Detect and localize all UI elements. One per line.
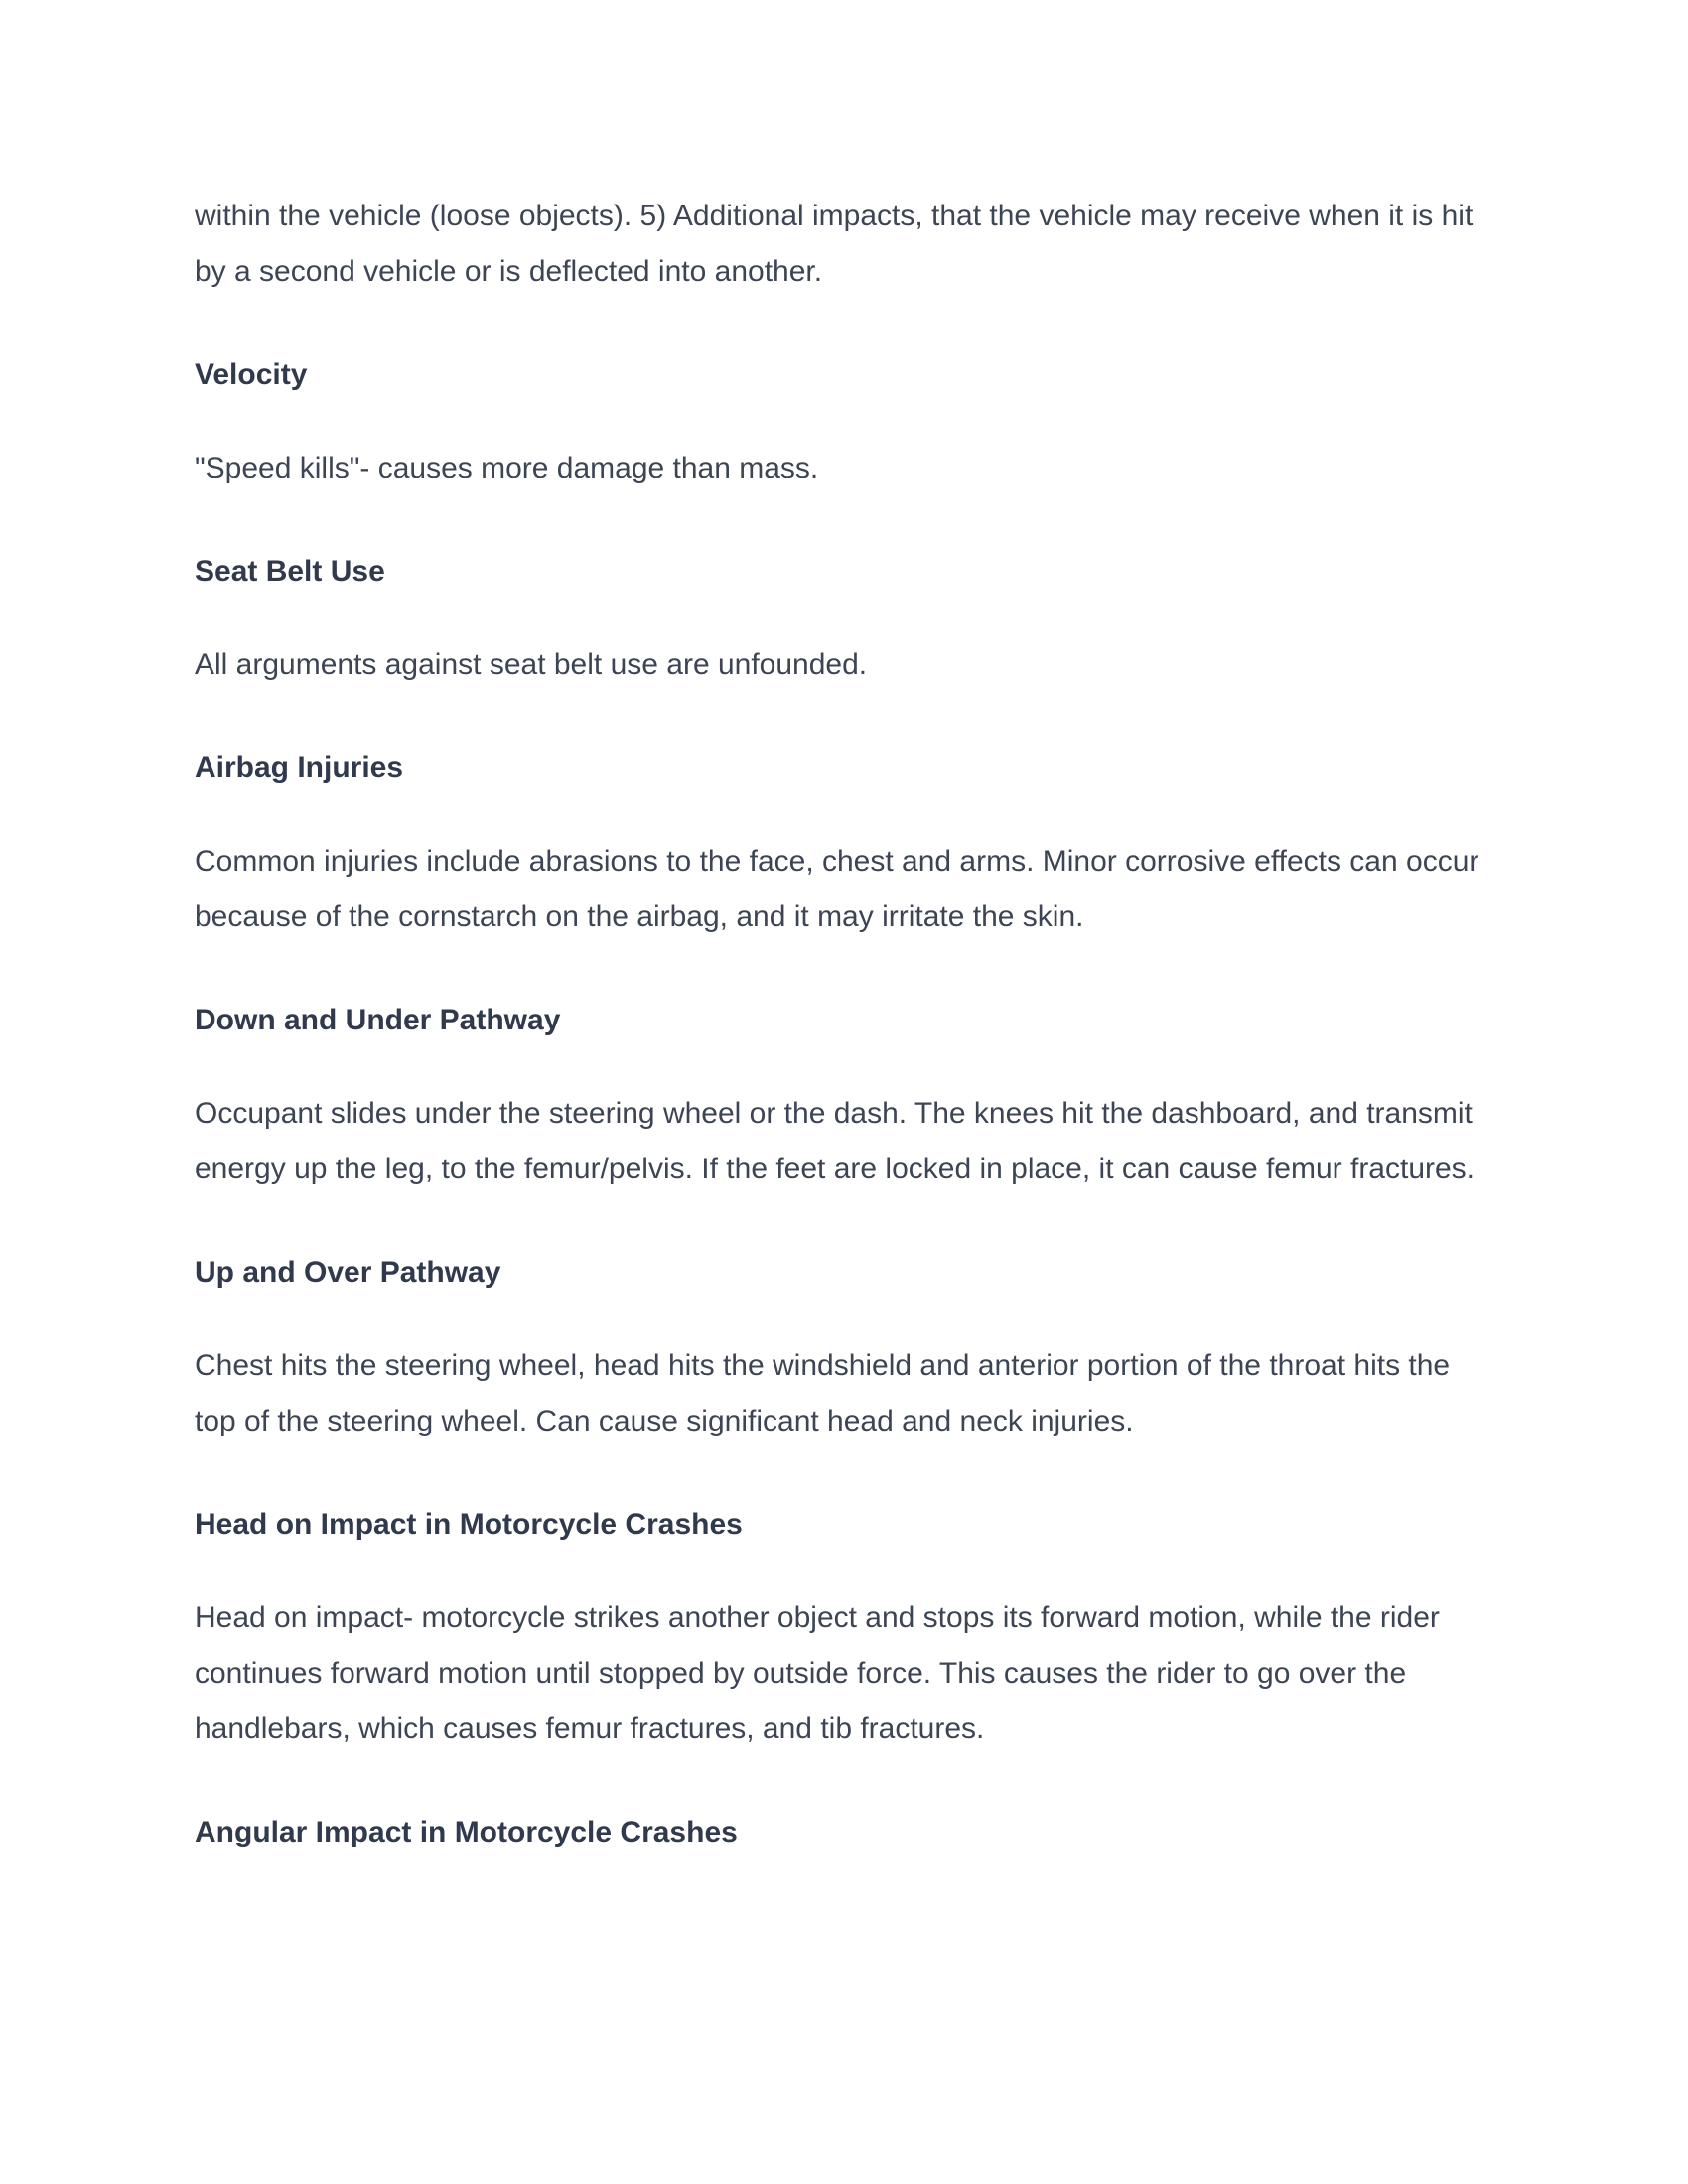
section-heading-seat-belt-use: Seat Belt Use (195, 555, 385, 588)
section-body-up-and-over-pathway: Chest hits the steering wheel, head hits the windshield and anterior portion of the throat hits the top of the steering wheel. Can cause significant head and neck injuries. (195, 1349, 1451, 1437)
intro-paragraph: within the vehicle (loose objects). 5) Additional impacts, that the vehicle may receive when it is hit by a second vehicle or is deflected into another. (195, 200, 1474, 288)
section-heading-angular-impact-motorcycle: Angular Impact in Motorcycle Crashes (195, 1816, 738, 1848)
section-body-airbag-injuries: Common injuries include abrasions to the face, chest and arms. Minor corrosive effects can occur because of the cornstarch on the airbag, and it may irritate the skin. (195, 845, 1479, 933)
section-heading-velocity: Velocity (195, 358, 308, 391)
section-heading-up-and-over-pathway: Up and Over Pathway (195, 1256, 501, 1289)
section-heading-airbag-injuries: Airbag Injuries (195, 751, 404, 784)
section-body-velocity: "Speed kills"- causes more damage than mass. (195, 452, 819, 484)
section-heading-head-on-impact-motorcycle: Head on Impact in Motorcycle Crashes (195, 1508, 743, 1541)
section-body-head-on-impact-motorcycle: Head on impact- motorcycle strikes another object and stops its forward motion, while the rider continues forward motion until stopped by outside force. This causes the rider to go over the handlebars, which causes femur fractures, and tib fractures. (195, 1601, 1440, 1745)
section-body-down-and-under-pathway: Occupant slides under the steering wheel or the dash. The knees hit the dashboard, and transmit energy up the leg, to the femur/pelvis. If the feet are locked in place, it can cause femur fractures. (195, 1097, 1476, 1185)
section-body-seat-belt-use: All arguments against seat belt use are unfounded. (195, 648, 868, 681)
section-heading-down-and-under-pathway: Down and Under Pathway (195, 1004, 561, 1036)
